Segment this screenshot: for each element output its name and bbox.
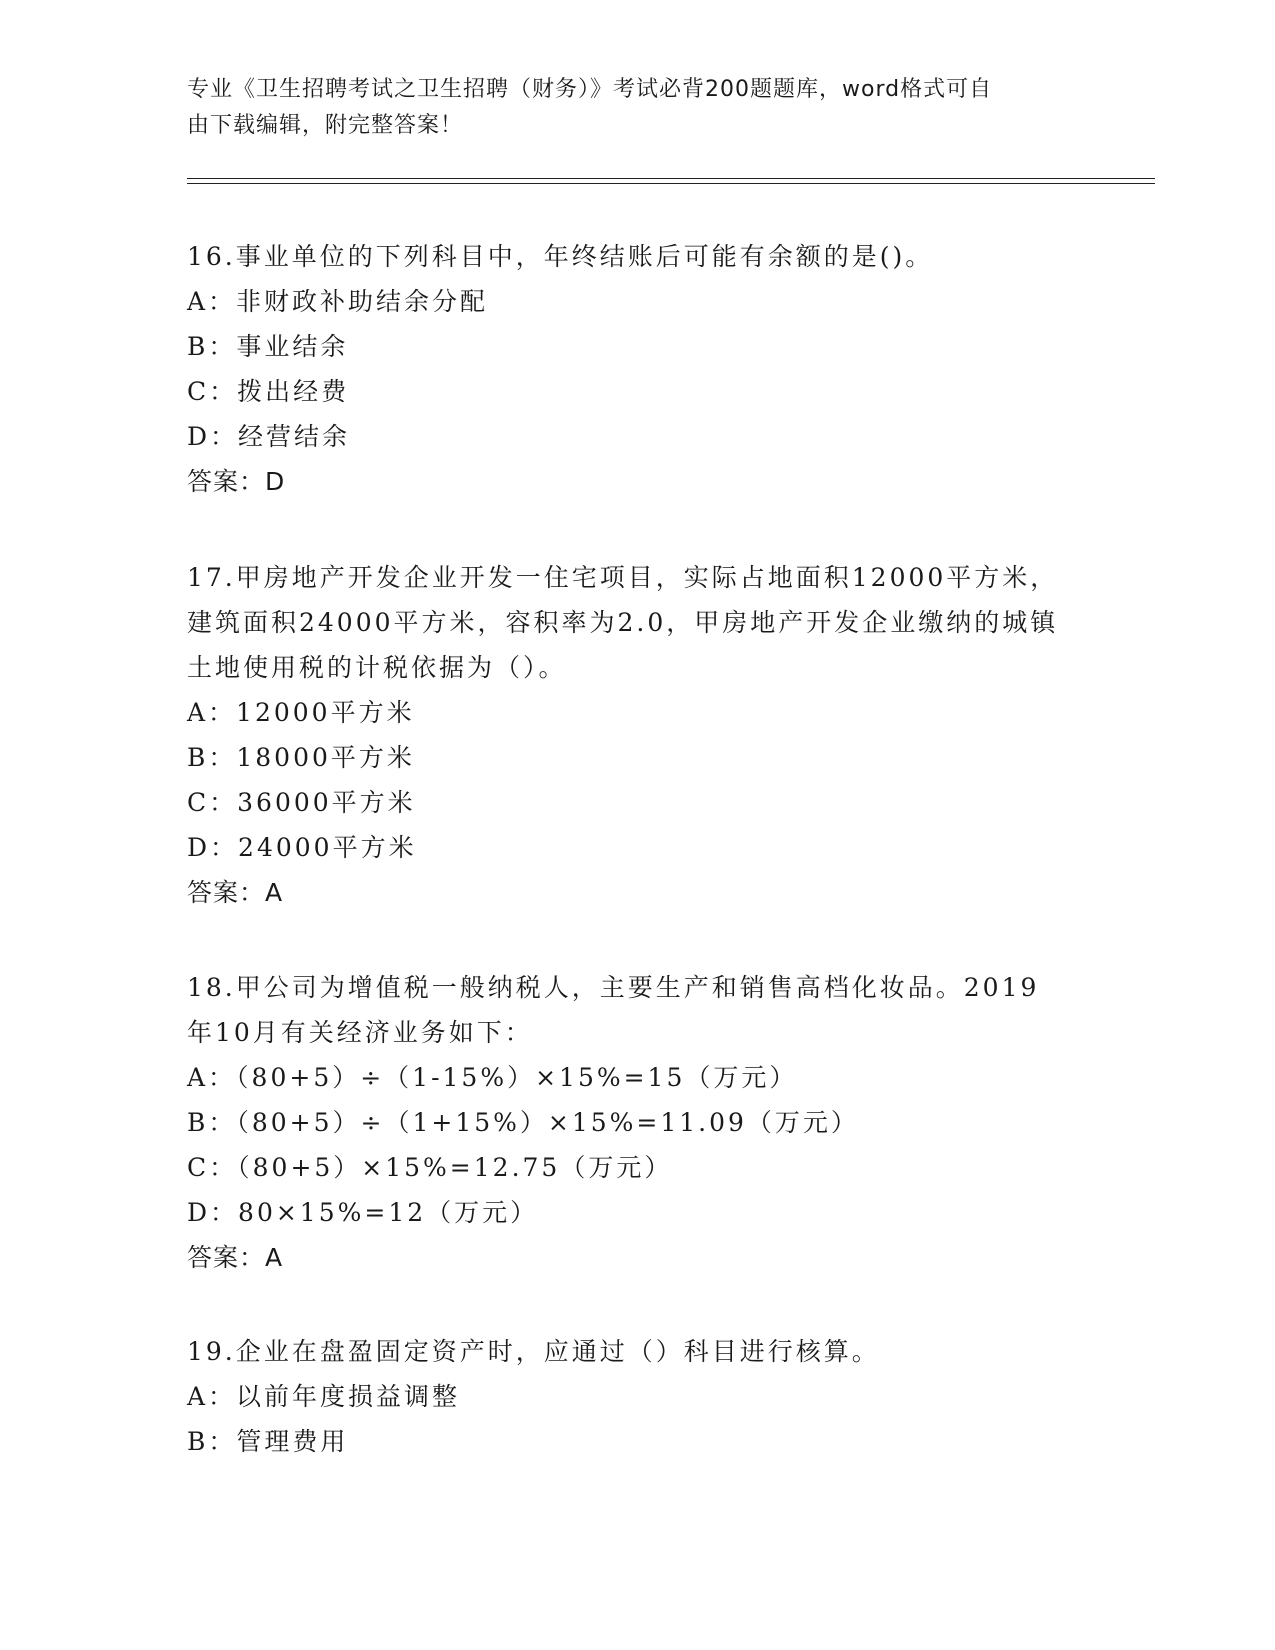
option-b: B：（80+5）÷（1+15%）×15%=11.09（万元） bbox=[187, 1108, 859, 1137]
option-c: C：36000平方米 bbox=[187, 788, 416, 817]
question-stem: 建筑面积24000平方米，容积率为2.0，甲房地产开发企业缴纳的城镇 bbox=[187, 608, 1059, 637]
question-stem: 18.甲公司为增值税一般纳税人，主要生产和销售高档化妆品。2019 bbox=[187, 973, 1040, 1002]
question-17 bbox=[187, 555, 1087, 915]
option-a: A：以前年度损益调整 bbox=[187, 1382, 461, 1411]
question-stem: 16.事业单位的下列科目中，年终结账后可能有余额的是()。 bbox=[187, 242, 934, 271]
option-d: D：80×15%=12（万元） bbox=[187, 1198, 539, 1227]
question-stem: 年10月有关经济业务如下： bbox=[187, 1018, 533, 1047]
header-divider-bottom bbox=[187, 183, 1155, 184]
header-divider-top bbox=[187, 178, 1155, 179]
option-a: A：（80+5）÷（1-15%）×15%=15（万元） bbox=[187, 1063, 798, 1092]
answer: 答案：A bbox=[187, 878, 284, 907]
answer: 答案：D bbox=[187, 467, 286, 496]
option-a: A：12000平方米 bbox=[187, 698, 415, 727]
answer: 答案：A bbox=[187, 1243, 284, 1272]
option-c: C：拨出经费 bbox=[187, 377, 350, 406]
option-d: D：经营结余 bbox=[187, 422, 351, 451]
header-line-1: 专业《卫生招聘考试之卫生招聘（财务）》考试必背200题题库，word格式可自 bbox=[187, 77, 993, 102]
option-a: A：非财政补助结余分配 bbox=[187, 287, 489, 316]
option-c: C：（80+5）×15%=12.75（万元） bbox=[187, 1153, 673, 1182]
question-stem: 17.甲房地产开发企业开发一住宅项目，实际占地面积12000平方米， bbox=[187, 563, 1059, 592]
document-header bbox=[187, 72, 1087, 144]
option-b: B：事业结余 bbox=[187, 332, 349, 361]
option-b: B：管理费用 bbox=[187, 1427, 349, 1456]
question-19 bbox=[187, 1329, 1087, 1464]
question-stem: 19.企业在盘盈固定资产时，应通过（）科目进行核算。 bbox=[187, 1337, 880, 1366]
question-18 bbox=[187, 965, 1087, 1280]
option-d: D：24000平方米 bbox=[187, 833, 417, 862]
question-16 bbox=[187, 234, 1087, 504]
option-b: B：18000平方米 bbox=[187, 743, 415, 772]
header-line-2: 由下载编辑，附完整答案！ bbox=[187, 113, 464, 138]
question-stem: 土地使用税的计税依据为（）。 bbox=[187, 653, 567, 682]
